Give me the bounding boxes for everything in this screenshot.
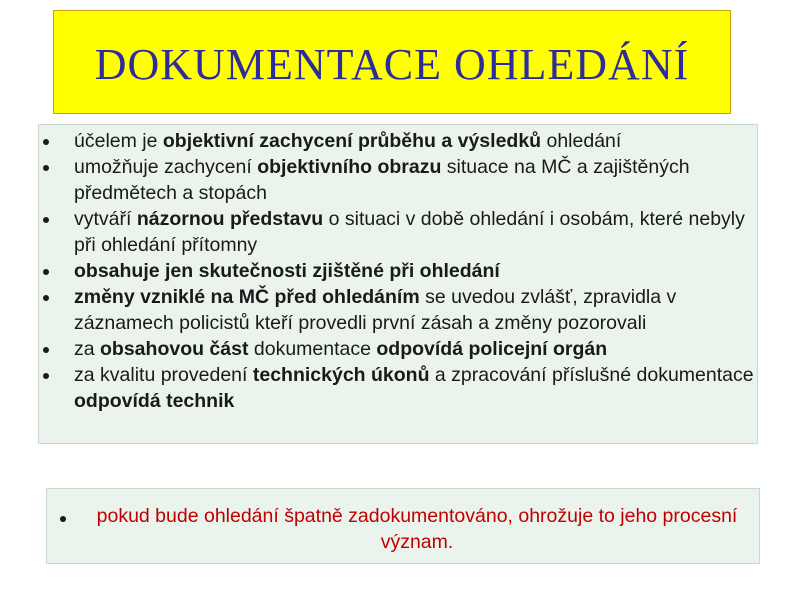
bullet-dot-icon	[43, 165, 49, 171]
bullet-dot-icon	[43, 139, 49, 145]
bullet-item	[39, 336, 759, 362]
bullet-dot-icon	[60, 516, 66, 522]
page-title: DOKUMENTACE OHLEDÁNÍ	[94, 39, 690, 89]
bullet-text: o situaci v době ohledání i osobám, které nebyly při ohledání přítomny	[74, 208, 745, 256]
bullet-item	[39, 284, 759, 336]
bullet-item	[39, 362, 759, 414]
warning-text: pokud bude ohledání špatně zadokumentováno, ohrožuje to jeho procesní význam.	[96, 505, 738, 553]
bullet-dot-icon	[43, 269, 49, 275]
warning-panel	[46, 488, 760, 564]
bullet-item	[39, 154, 759, 206]
bullet-dot-icon	[43, 373, 49, 379]
bullet-panel	[38, 124, 758, 444]
bullet-list	[39, 128, 759, 414]
bullet-text-bold: obsahovou část	[100, 338, 249, 360]
bullet-item	[39, 206, 759, 258]
bullet-text-bold: obsahuje jen skutečnosti zjištěné při ohledání	[74, 260, 500, 282]
bullet-item	[39, 258, 759, 284]
bullet-dot-icon	[43, 217, 49, 223]
bullet-text-bold: objektivního obrazu	[257, 156, 442, 178]
bullet-text-bold: odpovídá policejní orgán	[376, 338, 608, 360]
bullet-text-bold: technických úkonů	[252, 364, 430, 386]
bullet-text: vytváří	[74, 208, 137, 230]
bullet-text: se uvedou zvlášť, zpravidla v záznamech policistů kteří provedli první zásah a změny pozorovali	[74, 286, 677, 334]
bullet-text: za	[74, 338, 101, 360]
bullet-dot-icon	[43, 347, 49, 353]
bullet-text-bold: názornou představu	[136, 208, 324, 230]
bullet-text: a zpracování příslušné dokumentace	[429, 364, 754, 386]
bullet-text: situace na MČ a zajištěných předmětech a stopách	[74, 156, 690, 204]
bullet-dot-icon	[43, 295, 49, 301]
bullet-text: dokumentace	[248, 338, 377, 360]
bullet-text-bold: odpovídá technik	[74, 390, 235, 412]
bullet-text: účelem je	[74, 130, 163, 152]
bullet-text: za kvalitu provedení	[74, 364, 253, 386]
title-banner	[53, 10, 731, 114]
bullet-text: umožňuje zachycení	[74, 156, 258, 178]
bullet-item	[39, 128, 759, 154]
bullet-text-bold: změny vzniklé na MČ před ohledáním	[74, 286, 420, 308]
bullet-text: ohledání	[541, 130, 622, 152]
bullet-text-bold: objektivní zachycení průběhu a výsledků	[162, 130, 542, 152]
